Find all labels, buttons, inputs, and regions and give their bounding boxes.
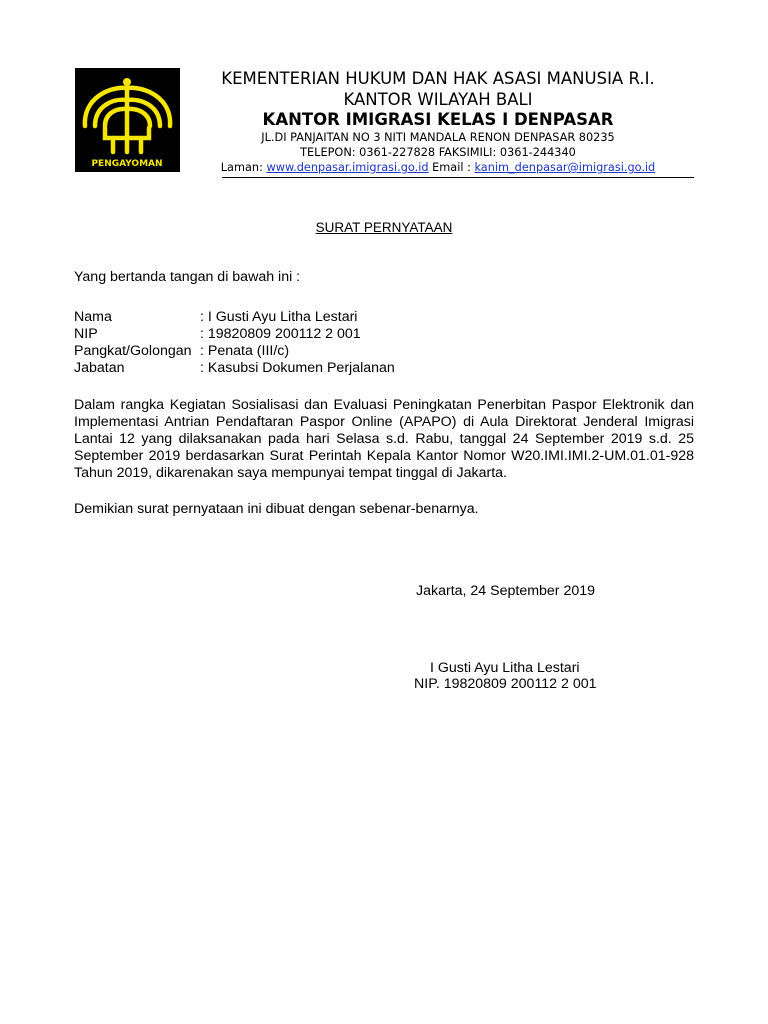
region-office: KANTOR WILAYAH BALI — [343, 90, 533, 109]
letterhead-divider — [222, 177, 694, 178]
field-label-pangkat: Pangkat/Golongan — [74, 343, 192, 359]
pengayoman-emblem-icon — [75, 68, 180, 172]
field-value-jabatan: : Kasubsi Dokumen Perjalanan — [200, 360, 395, 376]
pengayoman-logo — [75, 68, 180, 172]
intro-text: Yang bertanda tangan di bawah ini : — [74, 269, 301, 285]
logo-caption: PENGAYOMAN — [91, 159, 163, 169]
document-title — [0, 220, 768, 235]
body-line: Dalam rangka Kegiatan Sosialisasi dan Evaluasi Peningkatan Penerbitan Paspor Elektronik dan — [74, 397, 694, 413]
closing-statement: Demikian surat pernyataan ini dibuat dengan sebenar-benarnya. — [74, 501, 479, 517]
body-line: September 2019 berdasarkan Surat Perintah Kepala Kantor Nomor W20.IMI.IMI.2-UM.01.01-928 — [74, 448, 694, 464]
website-link[interactable]: www.denpasar.imigrasi.go.id — [266, 161, 429, 174]
contact-line — [196, 161, 680, 174]
office-address: JL.DI PANJAITAN NO 3 NITI MANDALA RENON DENPASAR 80235 — [261, 131, 615, 144]
body-line: Lantai 12 yang dilaksanakan pada hari Selasa s.d. Rabu, tanggal 24 September 2019 s.d. 25 — [74, 431, 694, 447]
field-label-nama: Nama — [74, 309, 112, 325]
office-phone: TELEPON: 0361-227828 FAKSIMILI: 0361-244340 — [300, 146, 576, 159]
field-value-nama: : I Gusti Ayu Litha Lestari — [200, 309, 358, 325]
field-label-nip: NIP — [74, 326, 98, 342]
ministry-name: KEMENTERIAN HUKUM DAN HAK ASASI MANUSIA R.I. — [221, 69, 655, 88]
email-link[interactable]: kanim_denpasar@imigrasi.go.id — [474, 161, 656, 174]
place-date: Jakarta, 24 September 2019 — [416, 583, 596, 599]
website-label: Laman: — [220, 161, 267, 174]
body-paragraph — [74, 397, 694, 482]
email-label: Email : — [428, 161, 475, 174]
field-value-pangkat: : Penata (III/c) — [200, 343, 290, 359]
field-value-nip: : 19820809 200112 2 001 — [200, 326, 361, 342]
signer-name: I Gusti Ayu Litha Lestari — [430, 660, 580, 676]
body-line: Tahun 2019, dikarenakan saya mempunyai tempat tinggal di Jakarta. — [74, 465, 507, 481]
body-line: Implementasi Antrian Pendaftaran Paspor Online (APAPO) di Aula Direktorat Jenderal Imigrasi — [74, 414, 694, 430]
office-name: KANTOR IMIGRASI KELAS I DENPASAR — [262, 110, 614, 129]
field-label-jabatan: Jabatan — [74, 360, 125, 376]
document-title-text: SURAT PERNYATAAN — [315, 220, 453, 235]
signer-nip: NIP. 19820809 200112 2 001 — [414, 676, 597, 692]
